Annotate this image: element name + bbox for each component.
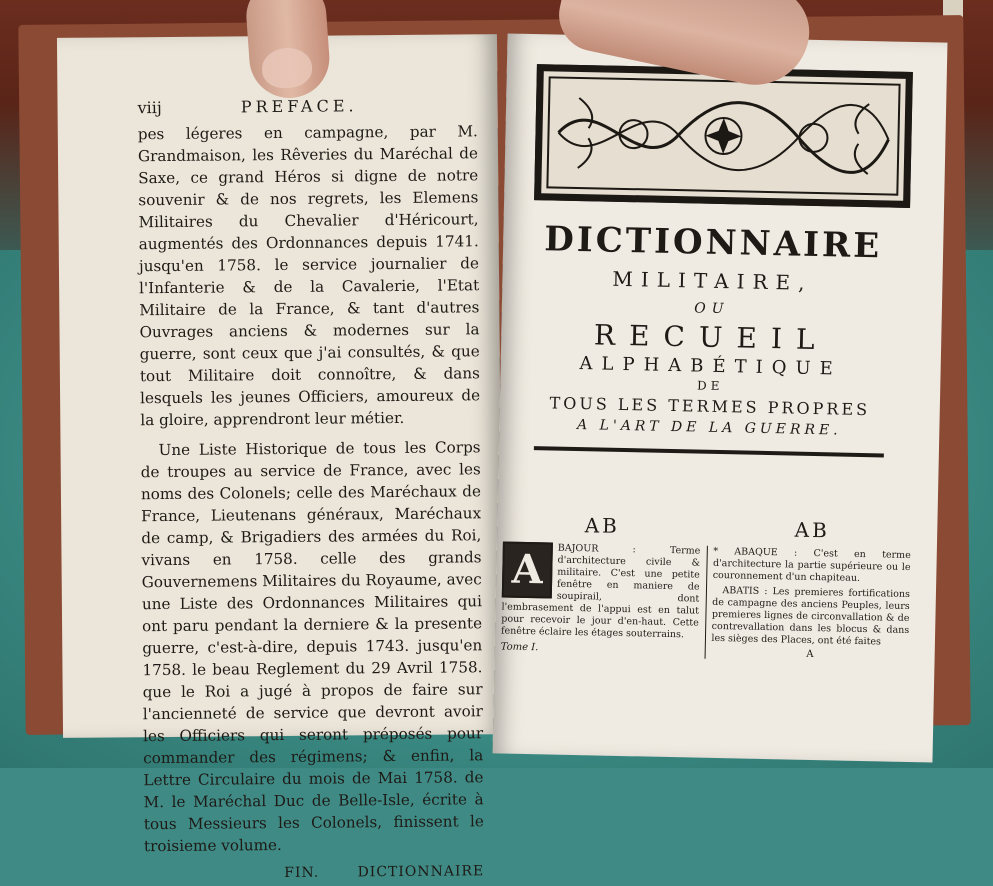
signature-tome: Tome I. bbox=[500, 641, 539, 654]
page-number: viij bbox=[137, 98, 162, 118]
column-head-left: AB bbox=[584, 513, 621, 538]
left-page bbox=[57, 34, 503, 881]
preface-paragraph-1: pes légeres en campagne, par M. Grandmaison, les Rêveries du Maréchal de Saxe, ce grand Héros si digne de notre souvenir & de nos regrets, les Elemens Militaires du Chevalier d'Héricourt, augmentés des Ordonnances depuis 1741. jusqu'en 1758. le service journalier de l'Infanterie & de la Cavalerie, l'Etat Militaire de la France, & tant d'autres Ouvrages anciens & modernes sur la guerre, sont ceux que j'ai consultés, & que tout Militaire doit connoître, & dans lesquels les jeunes Officiers, amoureux de la gloire, apprendront leur métier. bbox=[137, 122, 481, 430]
running-header bbox=[137, 94, 477, 119]
entry-abatis: ABATIS : Les premieres fortifications de campagne des anciens Peuples, leurs premieres lignes de circonvallation & de contrevallation dans les blocus & dans les sièges des Places, ont été faites bbox=[711, 585, 911, 648]
running-head: PREFACE. bbox=[240, 96, 358, 117]
right-page bbox=[493, 33, 948, 762]
title-ou: OU bbox=[694, 300, 730, 318]
title-rule bbox=[534, 446, 884, 457]
page-signature bbox=[501, 641, 699, 657]
title-recueil: RECUEIL bbox=[593, 318, 829, 357]
title-alphabetique: ALPHABÉTIQUE bbox=[579, 353, 843, 380]
fin-text: FIN. bbox=[284, 864, 320, 881]
column-headers bbox=[497, 511, 917, 544]
title-art-de-la-guerre: A L'ART DE LA GUERRE. bbox=[576, 417, 842, 439]
headpiece-engraving bbox=[537, 67, 910, 205]
end-line bbox=[144, 860, 484, 885]
catchword: DICTIONNAIRE bbox=[357, 863, 485, 881]
title-militaire: MILITAIRE, bbox=[612, 266, 813, 295]
title-de: DE bbox=[696, 378, 724, 394]
column-head-right: AB bbox=[794, 517, 831, 543]
signature-letter: A bbox=[806, 648, 814, 661]
entry-bajour: BAJOUR : Terme d'architecture civile & militaire. C'est une petite fenêtre en maniere de soupirail, dont l'embrasement de l'appui est en talut pour recevoir le jour d'en-haut. Cette fenêtre éclaire les étages souterrains. bbox=[500, 542, 701, 641]
column-left bbox=[495, 541, 708, 658]
ornamental-headpiece bbox=[534, 64, 913, 208]
left-page-text bbox=[137, 94, 484, 885]
title-block bbox=[524, 219, 899, 458]
entry-abaque: * ABAQUE : C'est en terme d'architecture la partie supérieure ou le couronnement d'un chapiteau. bbox=[712, 545, 911, 584]
title-tous-les-termes: TOUS LES TERMES PROPRES bbox=[549, 393, 871, 420]
column-body bbox=[495, 541, 917, 663]
preface-paragraph-2: Une Liste Historique de tous les Corps de troupes au service de France, avec les noms des Colonels; celle des Maréchaux de France, Lieutenans généraux, Maréchaux de camp, & Brigadiers des armées du Roi, vivans en 1758. celle des grands Gouvernemens Militaires du Royaume, avec une Liste des Ordonnances Militaires qui ont paru pendant la derniere & la presente guerre, c'est-à-dire, depuis 1743. jusqu'en 1758. le beau Reglement du 29 Avril 1758. que le Roi a jugé à propos de faire sur l'ancienneté de service que devront avoir les Officiers qui seront préposés pour commander des régimens; & enfin, la Lettre Circulaire du mois de Mai 1758. de M. le Maréchal Duc de Belle-Isle, écrite à tous Messieurs les Colonels, finissent le troisieme volume. bbox=[140, 438, 484, 856]
column-right bbox=[705, 546, 917, 663]
dictionary-columns bbox=[495, 511, 918, 663]
drop-cap: A bbox=[502, 541, 553, 598]
title-dictionnaire: DICTIONNAIRE bbox=[543, 219, 883, 267]
